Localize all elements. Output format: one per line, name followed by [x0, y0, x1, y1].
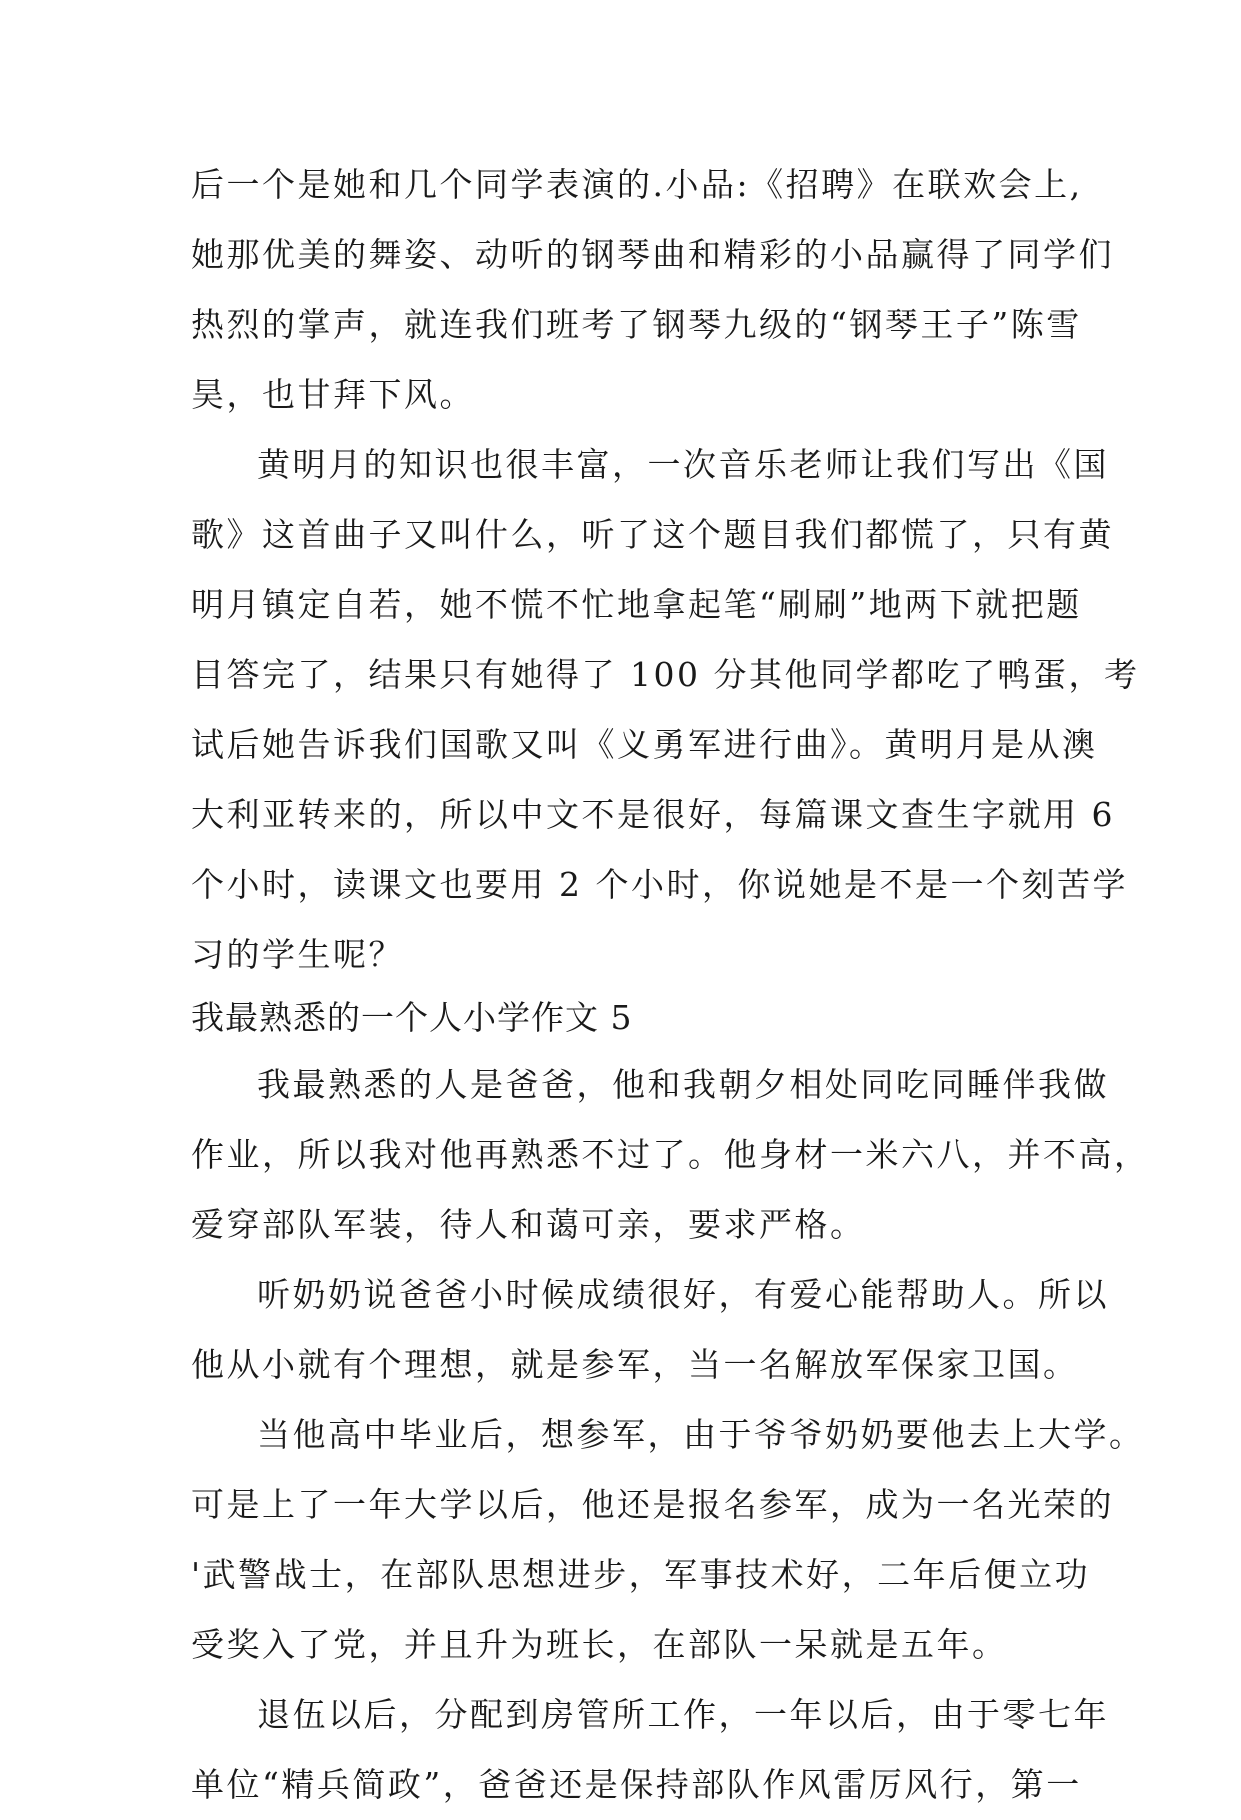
- text-line: 她那优美的舞姿、动听的钢琴曲和精彩的小品赢得了同学们: [191, 235, 1114, 274]
- text-line: 歌》这首曲子又叫什么，听了这个题目我们都慌了，只有黄: [191, 515, 1114, 554]
- text-line: 他从小就有个理想，就是参军，当一名解放军保家卫国。: [191, 1345, 1079, 1384]
- text-line: 听奶奶说爸爸小时候成绩很好，有爱心能帮助人。所以: [257, 1275, 1109, 1314]
- text-line: 作业，所以我对他再熟悉不过了。他身材一米六八，并不高，: [191, 1135, 1150, 1174]
- text-line: 大利亚转来的，所以中文不是很好，每篇课文查生字就用 6: [191, 795, 1115, 834]
- text-line: '武警战士，在部队思想进步，军事技术好，二年后便立功: [191, 1555, 1091, 1594]
- section-heading: 我最熟悉的一个人小学作文 5: [191, 998, 633, 1037]
- text-line: 黄明月的知识也很丰富，一次音乐老师让我们写出《国: [257, 445, 1109, 484]
- text-line: 可是上了一年大学以后，他还是报名参军，成为一名光荣的: [191, 1485, 1114, 1524]
- paragraph: [191, 1400, 1145, 1680]
- text-line: 明月镇定自若，她不慌不忙地拿起笔“刷刷”地两下就把题: [191, 585, 1082, 624]
- paragraph: [191, 1680, 1109, 1820]
- text-line: 我最熟悉的人是爸爸，他和我朝夕相处同吃同睡伴我做: [257, 1065, 1109, 1104]
- text-line: 个小时，读课文也要用 2 个小时，你说她是不是一个刻苦学: [191, 865, 1128, 904]
- text-line: 当他高中毕业后，想参军，由于爷爷奶奶要他去上大学。: [257, 1415, 1145, 1454]
- text-line: 单位“精兵简政”，爸爸还是保持部队作风雷厉风行，第一: [191, 1765, 1082, 1804]
- text-line: 目答完了，结果只有她得了 100 分其他同学都吃了鸭蛋，考: [191, 655, 1140, 694]
- text-line: 试后她告诉我们国歌又叫《义勇军进行曲》。黄明月是从澳: [191, 725, 1098, 764]
- text-line: 习的学生呢？: [191, 935, 404, 974]
- paragraph: [191, 430, 1140, 990]
- text-line: 后一个是她和几个同学表演的.小品:《招聘》在联欢会上,: [191, 165, 1083, 204]
- text-line: 退伍以后，分配到房管所工作，一年以后，由于零七年: [257, 1695, 1109, 1734]
- text-line: 受奖入了党，并且升为班长，在部队一呆就是五年。: [191, 1625, 1008, 1664]
- text-line: 热烈的掌声，就连我们班考了钢琴九级的“钢琴王子”陈雪: [191, 305, 1082, 344]
- text-line: 昊，也甘拜下风。: [191, 375, 475, 414]
- paragraph: [191, 150, 1114, 430]
- document-body: [191, 150, 1150, 1820]
- text-line: 爱穿部队军装，待人和蔼可亲，要求严格。: [191, 1205, 866, 1244]
- paragraph: [191, 1050, 1150, 1260]
- paragraph: [191, 1260, 1109, 1400]
